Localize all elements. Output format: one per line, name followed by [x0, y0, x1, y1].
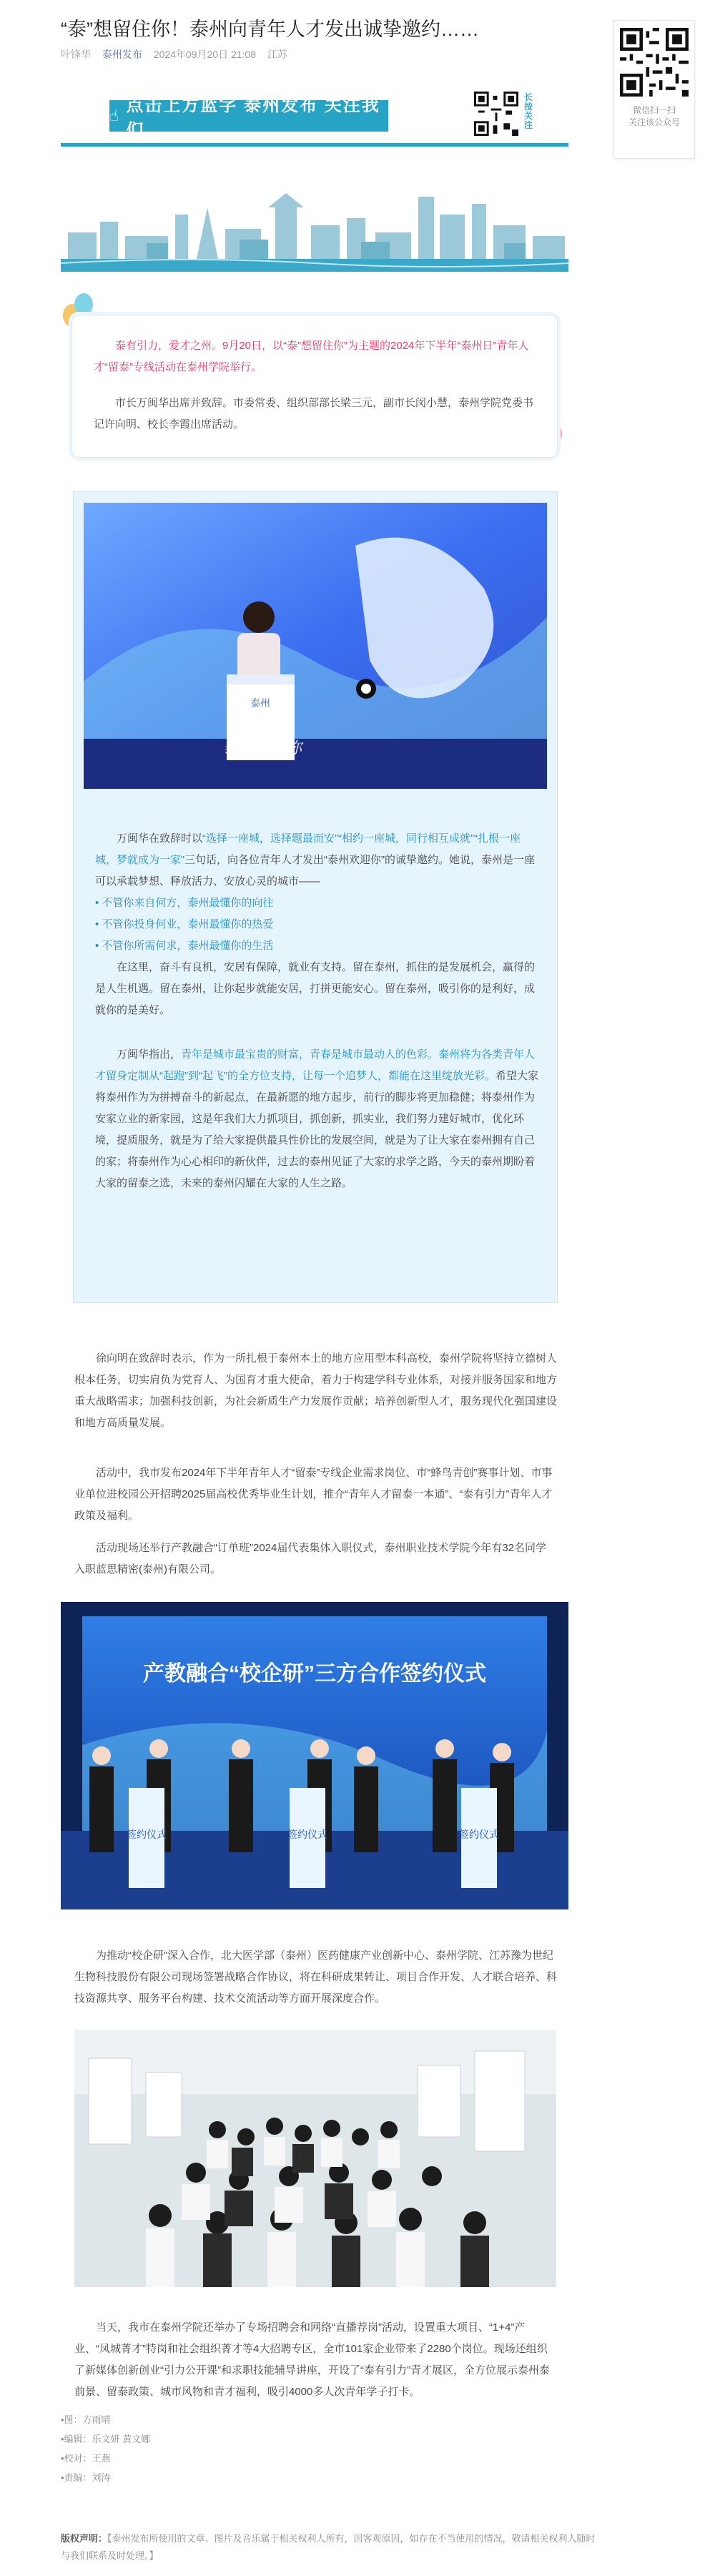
- city-skyline-illustration: [61, 164, 568, 272]
- paragraph-job-fair: 当天，我市在泰州学院还举办了专场招聘会和网络“直播荐岗”活动，设置重大项目、“1+4”产业、“凤城菁才”特岗和社会组织菁才等4大招聘专区，全市101家企业带来了2280个岗位。现场还组织了新媒体创新创业“引力公开课”和求职技能辅导讲座，开设了“泰有引力”青才展区，全方位展示泰州泰前景、留泰政策、城市风物和青才福利，吸引4000多人次青年学子打卡。: [74, 2321, 550, 2398]
- article-title: “泰”想留住你！泰州向青年人才发出诚挚邀约……: [61, 19, 479, 40]
- intro-lead: 泰有引力，爱才之州。9月20日，以“泰”想留住你”为主题的2024年下半年“泰州日”青年人才“留泰”专线活动在泰州学院举行。: [94, 340, 529, 373]
- paragraph-release: 活动中，我市发布2024年下半年青年人才“留泰”专线企业需求岗位、市“蜂鸟青创”赛事计划、市事业单位进校园公开招聘2025届高校优秀毕业生计划，推介“青年人才留泰一本通”、“泰有引力”青年人才政策及福利。: [74, 1467, 553, 1522]
- hand-pointer-icon: ☝: [109, 107, 121, 124]
- banner-divider: [61, 143, 568, 147]
- speech-para-2: 在这里，奋斗有良机，安居有保障，就业有支持。留在泰州，抓住的是发展机会，赢得的是人生机遇。留在泰州，让你起步就能安居，打拼更能安心。留在泰州，吸引你的是利好，成就你的是美好。: [95, 961, 536, 1016]
- job-fair-photo: [74, 2030, 556, 2287]
- speech-p3-highlight-1: 青年是城市最宝贵的财富，青春是城市最动人的色彩。: [181, 1048, 439, 1061]
- paragraph-cooperation: 为推动“校企研”深入合作，北大医学部（泰州）医药健康产业创新中心、泰州学院、江苏豫为世纪生物科技股份有限公司现场签署战略合作协议，将在科研成果转让、项目合作开发、人才联合培养、科技资源共享、服务平台构建、技术交流活动等方面开展深度合作。: [74, 1950, 558, 2005]
- speech-p3-b: 希望大家将泰州作为为拼搏奋斗的新起点，在最新愿的地方起步，前行的脚步将更加稳健；将泰州作为安家立业的新家园，这是年我们大力抓项目，抓创新，抓实业，我们努力建好城市，优化环境，提质服务，就是为了给大家提供最具性价比的发展空间，就是为了让大家在泰州拥有自己的家；将泰州作为心心相印的新伙伴，过去的泰州见证了大家的求学之路，今天的泰州期盼着大家的留泰之选，未来的泰州闪耀在大家的人生之路。: [95, 1070, 538, 1189]
- podium-sign-text: 签约仪式: [287, 1829, 327, 1840]
- speech-para-3: [95, 1044, 540, 1194]
- ceremony-banner-text: 产教融合“校企研”三方合作签约仪式: [143, 1662, 486, 1686]
- speech-bullet: • 不管你来自何方，泰州最懂你的向往: [95, 893, 540, 914]
- speech-p3-a: 万闽华指出，: [117, 1048, 182, 1061]
- speech-p3-highlight-2: 泰州将为各类青年人才留身定制从“起跑”到“起飞”的全方位支持，让每一个追梦人，都能在这里绽放光彩。: [95, 1048, 536, 1082]
- speech-p1-highlight: “选择一座城，选择题最而安”“相约一座城，同行相互成就”“扎根一座城，梦就成为一家”: [95, 832, 521, 866]
- qr-code-icon: [620, 28, 689, 97]
- author-name: 叶锋华: [61, 49, 91, 60]
- qr-caption-2: 关注该公众号: [628, 117, 680, 127]
- speech-para-1: [95, 828, 540, 893]
- credit-editor: •编辑：乐文妍 黄文娜: [61, 2434, 151, 2444]
- intro-paragraph: 市长万闽华出席并致辞。市委常委、组织部部长梁三元，副市长闵小慧，泰州学院党委书记许向明、校长李霞出席活动。: [94, 397, 534, 431]
- paragraph-xu: 徐向明在致辞时表示，作为一所扎根于泰州本土的地方应用型本科高校，泰州学院将坚持立德树人根本任务，切实肩负为党育人、为国育才重大使命，着力于构建学科专业体系，对接并服务国家和地方重大战略需求；加强科技创新，为社会新质生产力发展作贡献；培养创新型人才，服务现代化强国建设和地方高质量发展。: [74, 1352, 558, 1429]
- credit-reviewer: •责编：刘涛: [61, 2472, 111, 2483]
- credit-photo: •图：方雨晴: [61, 2414, 111, 2425]
- publish-datetime: 2024年09月20日 21:08: [153, 49, 256, 60]
- disclaimer-text: 【泰州发布所使用的文章、图片及音乐属于相关权利人所有，因客观原因，如存在不当使用的情况，敬请相关权利人随时与我们联系及时处理。】: [61, 2533, 596, 2561]
- podium-sign-text: 签约仪式: [459, 1829, 499, 1840]
- long-press-follow-text: 长按关注: [524, 92, 533, 130]
- qr-caption-1: 微信扫一扫: [632, 105, 676, 115]
- speech-p1-a: 万闽华在致辞时以: [117, 832, 203, 845]
- speech-section: [73, 491, 558, 1303]
- paragraph-sign: 活动现场还举行产教融合“订单班”2024届代表集体入职仪式，泰州职业技术学院今年有32名同学入职蓝思精密(泰州)有限公司。: [74, 1542, 547, 1575]
- speech-bullet: • 不管你投身何业，泰州最懂你的热爱: [95, 914, 540, 935]
- credits: [61, 2410, 150, 2487]
- banner-qr-icon: [474, 92, 518, 136]
- speech-p1-b: 三句话，向各位青年人才发出“泰州欢迎你”的诚挚邀约。她说，泰州是一座可以承载梦想、释放活力、安放心灵的城市——: [95, 854, 535, 888]
- disclaimer-label: 版权声明：: [61, 2533, 108, 2544]
- speech-bullet: • 不管你所需何求，泰州最懂你的生活: [95, 935, 540, 957]
- podium-text: 泰州: [250, 697, 270, 709]
- balloon-decoration: [74, 293, 93, 316]
- speech-bullets: [95, 893, 540, 957]
- credit-proofreader: •校对：王燕: [61, 2453, 111, 2464]
- copyright-disclaimer: [61, 2530, 604, 2565]
- account-link[interactable]: 泰州发布: [102, 49, 142, 60]
- screen-slogan: 泰想留住你: [222, 739, 302, 757]
- speech-stage-photo: [84, 503, 547, 789]
- speech-text: [95, 828, 540, 1194]
- follow-qr-card: [613, 20, 695, 159]
- follow-us-text: 点击上方蓝字 泰州发布 关注我们: [126, 96, 380, 140]
- intro-card: [72, 315, 558, 458]
- publish-location: 江苏: [267, 49, 287, 60]
- podium-sign-text: 签约仪式: [127, 1829, 167, 1840]
- follow-banner: [61, 86, 568, 143]
- follow-us-bar[interactable]: [109, 96, 388, 140]
- signing-ceremony-photo: [61, 1602, 568, 1909]
- article-meta: [61, 47, 296, 62]
